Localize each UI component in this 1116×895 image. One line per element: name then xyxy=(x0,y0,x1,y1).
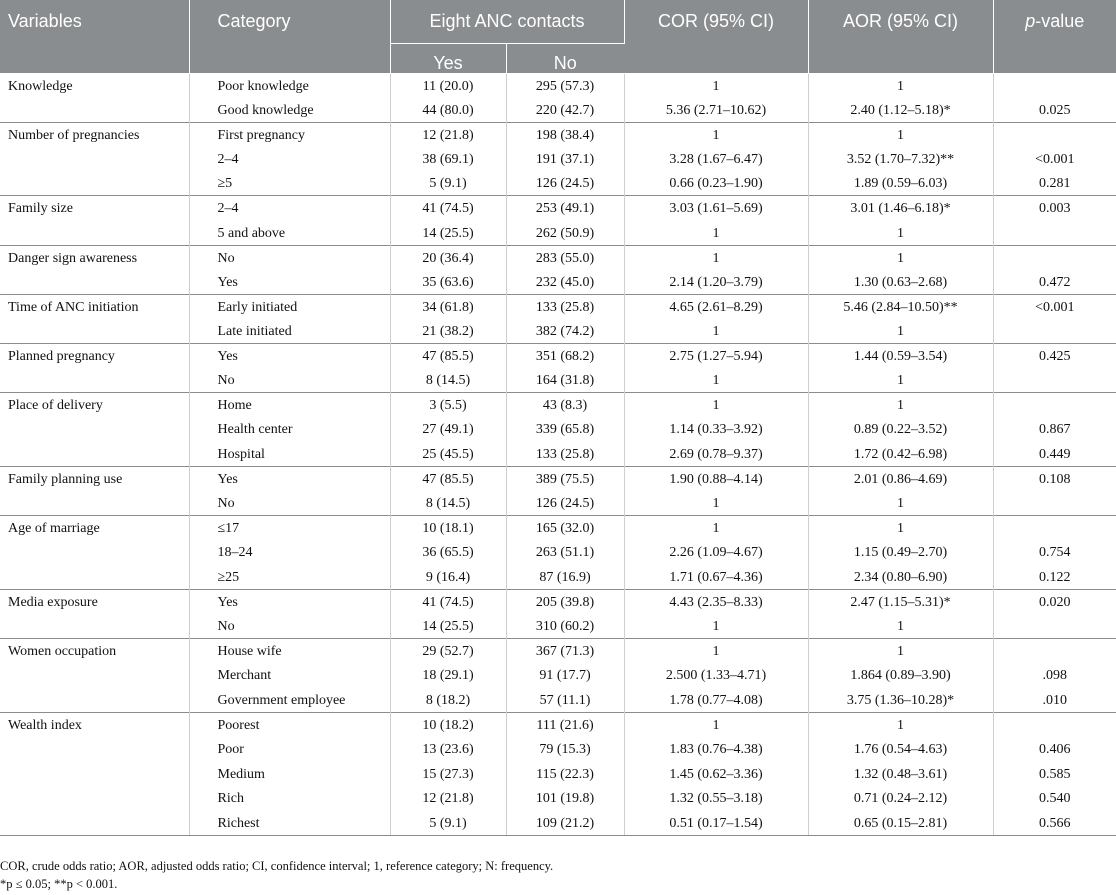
variable-cell: Knowledge xyxy=(0,73,189,98)
variable-cell: Wealth index xyxy=(0,712,189,737)
header-pvalue xyxy=(993,0,1116,73)
yes-count-cell: 20 (36.4) xyxy=(390,245,506,270)
header-variables: Variables xyxy=(0,0,189,73)
cor-cell: 1 xyxy=(624,319,808,344)
no-count-cell: 339 (65.8) xyxy=(506,417,624,442)
cor-cell: 1 xyxy=(624,491,808,516)
table-row xyxy=(0,491,1116,516)
pvalue-cell: <0.001 xyxy=(993,294,1116,319)
table-body xyxy=(0,73,1116,835)
pvalue-cell: 0.566 xyxy=(993,811,1116,836)
cor-cell: 1 xyxy=(624,712,808,737)
category-cell: Home xyxy=(189,393,390,418)
variable-cell xyxy=(0,319,189,344)
yes-count-cell: 13 (23.6) xyxy=(390,737,506,762)
category-cell: ≥5 xyxy=(189,171,390,196)
category-cell: Merchant xyxy=(189,663,390,688)
yes-count-cell: 47 (85.5) xyxy=(390,467,506,492)
aor-cell: 1 xyxy=(808,491,993,516)
no-count-cell: 115 (22.3) xyxy=(506,762,624,787)
table-row xyxy=(0,762,1116,787)
aor-cell: 1.30 (0.63–2.68) xyxy=(808,270,993,295)
cor-cell: 0.51 (0.17–1.54) xyxy=(624,811,808,836)
category-cell: Rich xyxy=(189,786,390,811)
cor-cell: 1.14 (0.33–3.92) xyxy=(624,417,808,442)
yes-count-cell: 47 (85.5) xyxy=(390,344,506,369)
yes-count-cell: 8 (14.5) xyxy=(390,491,506,516)
variable-cell: Women occupation xyxy=(0,639,189,664)
cor-cell: 1 xyxy=(624,516,808,541)
variable-cell: Age of marriage xyxy=(0,516,189,541)
cor-cell: 2.14 (1.20–3.79) xyxy=(624,270,808,295)
cor-cell: 1 xyxy=(624,614,808,639)
aor-cell: 1.44 (0.59–3.54) xyxy=(808,344,993,369)
pvalue-cell: 0.449 xyxy=(1039,446,1071,462)
yes-count-cell: 29 (52.7) xyxy=(390,639,506,664)
variable-cell xyxy=(0,786,189,811)
variable-cell xyxy=(0,811,189,836)
no-count-cell: 367 (71.3) xyxy=(506,639,624,664)
pvalue-cell: 0.540 xyxy=(1039,791,1071,807)
category-cell: Poorest xyxy=(189,712,390,737)
aor-cell: 1.15 (0.49–2.70) xyxy=(808,540,993,565)
yes-count-cell: 8 (18.2) xyxy=(390,688,506,713)
aor-cell: 3.52 (1.70–7.32)** xyxy=(808,147,993,172)
no-count-cell: 133 (25.8) xyxy=(506,442,624,467)
variable-cell: Place of delivery xyxy=(0,393,189,418)
variable-cell xyxy=(0,614,189,639)
header-row xyxy=(0,0,1116,43)
cor-cell: 3.03 (1.61–5.69) xyxy=(624,196,808,221)
pvalue-cell xyxy=(993,712,1116,737)
aor-cell: 1.72 (0.42–6.98) xyxy=(808,442,993,467)
no-count-cell: 262 (50.9) xyxy=(506,221,624,246)
category-cell: 18–24 xyxy=(189,540,390,565)
yes-count-cell: 34 (61.8) xyxy=(390,294,506,319)
cor-cell: 1 xyxy=(624,122,808,147)
variable-cell xyxy=(0,368,189,393)
aor-cell: 1.89 (0.59–6.03) xyxy=(808,171,993,196)
category-cell: 2–4 xyxy=(189,196,390,221)
cor-cell: 1.90 (0.88–4.14) xyxy=(624,467,808,492)
no-count-cell: 263 (51.1) xyxy=(506,540,624,565)
table-row xyxy=(0,811,1116,836)
aor-cell: 1 xyxy=(808,368,993,393)
aor-cell: 1 xyxy=(808,639,993,664)
cor-cell: 0.66 (0.23–1.90) xyxy=(624,171,808,196)
no-count-cell: 87 (16.9) xyxy=(506,565,624,590)
pvalue-cell: <0.001 xyxy=(1035,151,1075,167)
cor-cell: 1.83 (0.76–4.38) xyxy=(624,737,808,762)
cor-cell: 2.500 (1.33–4.71) xyxy=(624,663,808,688)
aor-cell: 2.01 (0.86–4.69) xyxy=(808,467,993,492)
pvalue-cell xyxy=(993,368,1116,393)
category-cell: ≥25 xyxy=(189,565,390,590)
table-row xyxy=(0,737,1116,762)
pvalue-cell xyxy=(993,516,1116,541)
footnote-significance: *p ≤ 0.05; **p < 0.001. xyxy=(0,877,118,891)
table-row xyxy=(0,516,1116,541)
aor-cell: 0.71 (0.24–2.12) xyxy=(808,786,993,811)
aor-cell: 3.01 (1.46–6.18)* xyxy=(808,196,993,221)
yes-count-cell: 14 (25.5) xyxy=(390,221,506,246)
aor-cell: 2.34 (0.80–6.90) xyxy=(808,565,993,590)
table-row xyxy=(0,270,1116,295)
yes-count-cell: 25 (45.5) xyxy=(390,442,506,467)
footnote-abbreviations: COR, crude odds ratio; AOR, adjusted odds ratio; CI, confidence interval; 1, reference category; N: frequency. xyxy=(0,859,554,873)
table-row xyxy=(0,122,1116,147)
yes-count-cell: 21 (38.2) xyxy=(390,319,506,344)
header-no: No xyxy=(506,43,624,73)
table-row xyxy=(0,221,1116,246)
aor-cell: 1 xyxy=(808,614,993,639)
pvalue-cell: 0.425 xyxy=(993,344,1116,369)
cor-cell: 3.28 (1.67–6.47) xyxy=(624,147,808,172)
table-row xyxy=(0,688,1116,713)
variable-cell xyxy=(0,147,189,172)
category-cell: 5 and above xyxy=(189,221,390,246)
variable-cell xyxy=(0,737,189,762)
variable-cell xyxy=(0,221,189,246)
pvalue-cell: 0.003 xyxy=(993,196,1116,221)
table-row xyxy=(0,98,1116,123)
aor-cell: 1 xyxy=(808,712,993,737)
table-row xyxy=(0,639,1116,664)
category-cell: ≤17 xyxy=(189,516,390,541)
header-cor: COR (95% CI) xyxy=(624,0,808,73)
category-cell: No xyxy=(189,491,390,516)
category-cell: House wife xyxy=(189,639,390,664)
variable-cell: Media exposure xyxy=(0,589,189,614)
cor-cell: 1.78 (0.77–4.08) xyxy=(624,688,808,713)
yes-count-cell: 35 (63.6) xyxy=(390,270,506,295)
no-count-cell: 109 (21.2) xyxy=(506,811,624,836)
no-count-cell: 165 (32.0) xyxy=(506,516,624,541)
no-count-cell: 253 (49.1) xyxy=(506,196,624,221)
table-row xyxy=(0,368,1116,393)
variable-cell: Planned pregnancy xyxy=(0,344,189,369)
cor-cell: 1 xyxy=(624,221,808,246)
aor-cell: 0.65 (0.15–2.81) xyxy=(808,811,993,836)
no-count-cell: 126 (24.5) xyxy=(506,491,624,516)
table-row xyxy=(0,319,1116,344)
yes-count-cell: 41 (74.5) xyxy=(390,589,506,614)
no-count-cell: 57 (11.1) xyxy=(506,688,624,713)
category-cell: First pregnancy xyxy=(189,122,390,147)
variable-cell xyxy=(0,688,189,713)
category-cell: Poor xyxy=(189,737,390,762)
pvalue-cell: 0.122 xyxy=(1039,569,1071,585)
pvalue-cell xyxy=(993,639,1116,664)
category-cell: No xyxy=(189,245,390,270)
pvalue-cell xyxy=(993,319,1116,344)
pvalue-cell: .010 xyxy=(1042,692,1068,708)
cor-cell: 1 xyxy=(624,368,808,393)
yes-count-cell: 8 (14.5) xyxy=(390,368,506,393)
pvalue-cell xyxy=(993,73,1116,98)
yes-count-cell: 10 (18.1) xyxy=(390,516,506,541)
variable-cell xyxy=(0,171,189,196)
table-row xyxy=(0,712,1116,737)
aor-cell: 1.76 (0.54–4.63) xyxy=(808,737,993,762)
no-count-cell: 198 (38.4) xyxy=(506,122,624,147)
yes-count-cell: 36 (65.5) xyxy=(390,540,506,565)
cor-cell: 2.26 (1.09–4.67) xyxy=(624,540,808,565)
no-count-cell: 111 (21.6) xyxy=(506,712,624,737)
aor-cell: 1 xyxy=(808,221,993,246)
pvalue-cell xyxy=(993,614,1116,639)
pvalue-cell: 0.020 xyxy=(993,589,1116,614)
pvalue-cell: 0.472 xyxy=(1039,274,1071,290)
aor-cell: 1 xyxy=(808,73,993,98)
table-row xyxy=(0,442,1116,467)
header-aor: AOR (95% CI) xyxy=(808,0,993,73)
yes-count-cell: 18 (29.1) xyxy=(390,663,506,688)
no-count-cell: 191 (37.1) xyxy=(506,147,624,172)
category-cell: Good knowledge xyxy=(189,98,390,123)
variable-cell: Family planning use xyxy=(0,467,189,492)
yes-count-cell: 14 (25.5) xyxy=(390,614,506,639)
variable-cell: Family size xyxy=(0,196,189,221)
no-count-cell: 310 (60.2) xyxy=(506,614,624,639)
pvalue-cell xyxy=(993,491,1116,516)
table-row xyxy=(0,417,1116,442)
variable-cell xyxy=(0,417,189,442)
header-category: Category xyxy=(189,0,390,73)
yes-count-cell: 9 (16.4) xyxy=(390,565,506,590)
cor-cell: 4.65 (2.61–8.29) xyxy=(624,294,808,319)
table-row xyxy=(0,147,1116,172)
no-count-cell: 205 (39.8) xyxy=(506,589,624,614)
table-row xyxy=(0,786,1116,811)
table-row xyxy=(0,294,1116,319)
cor-cell: 1.45 (0.62–3.36) xyxy=(624,762,808,787)
table-row xyxy=(0,171,1116,196)
table-row xyxy=(0,73,1116,98)
yes-count-cell: 11 (20.0) xyxy=(390,73,506,98)
category-cell: Poor knowledge xyxy=(189,73,390,98)
category-cell: Late initiated xyxy=(189,319,390,344)
variable-cell xyxy=(0,442,189,467)
cor-cell: 2.69 (0.78–9.37) xyxy=(624,442,808,467)
category-cell: Yes xyxy=(189,270,390,295)
yes-count-cell: 41 (74.5) xyxy=(390,196,506,221)
cor-cell: 1.71 (0.67–4.36) xyxy=(624,565,808,590)
table-row xyxy=(0,589,1116,614)
header-yes: Yes xyxy=(390,43,506,73)
category-cell: Medium xyxy=(189,762,390,787)
aor-cell: 2.40 (1.12–5.18)* xyxy=(808,98,993,123)
cor-cell: 4.43 (2.35–8.33) xyxy=(624,589,808,614)
aor-cell: 1 xyxy=(808,516,993,541)
header-eight-anc: Eight ANC contacts xyxy=(390,0,624,43)
category-cell: 2–4 xyxy=(189,147,390,172)
variable-cell xyxy=(0,270,189,295)
table-row xyxy=(0,196,1116,221)
no-count-cell: 133 (25.8) xyxy=(506,294,624,319)
variable-cell xyxy=(0,565,189,590)
table-row xyxy=(0,344,1116,369)
cor-cell: 1 xyxy=(624,639,808,664)
aor-cell: 1 xyxy=(808,245,993,270)
yes-count-cell: 12 (21.8) xyxy=(390,122,506,147)
aor-cell: 5.46 (2.84–10.50)** xyxy=(808,294,993,319)
table-row xyxy=(0,614,1116,639)
table-row xyxy=(0,565,1116,590)
category-cell: Richest xyxy=(189,811,390,836)
cor-cell: 1.32 (0.55–3.18) xyxy=(624,786,808,811)
aor-cell: 0.89 (0.22–3.52) xyxy=(808,417,993,442)
variable-cell xyxy=(0,762,189,787)
table-row xyxy=(0,540,1116,565)
table-row xyxy=(0,663,1116,688)
table-row xyxy=(0,245,1116,270)
aor-cell: 3.75 (1.36–10.28)* xyxy=(808,688,993,713)
cor-cell: 1 xyxy=(624,73,808,98)
yes-count-cell: 5 (9.1) xyxy=(390,171,506,196)
yes-count-cell: 38 (69.1) xyxy=(390,147,506,172)
category-cell: Yes xyxy=(189,344,390,369)
no-count-cell: 232 (45.0) xyxy=(506,270,624,295)
category-cell: No xyxy=(189,368,390,393)
table-row xyxy=(0,467,1116,492)
pvalue-cell xyxy=(993,245,1116,270)
pvalue-cell xyxy=(993,221,1116,246)
cor-cell: 5.36 (2.71–10.62) xyxy=(624,98,808,123)
cor-cell: 1 xyxy=(624,245,808,270)
no-count-cell: 164 (31.8) xyxy=(506,368,624,393)
variable-cell: Number of pregnancies xyxy=(0,122,189,147)
pvalue-cell: 0.585 xyxy=(1039,766,1071,782)
no-count-cell: 389 (75.5) xyxy=(506,467,624,492)
category-cell: Yes xyxy=(189,467,390,492)
pvalue-cell: 0.867 xyxy=(1039,422,1071,438)
yes-count-cell: 15 (27.3) xyxy=(390,762,506,787)
aor-cell: 2.47 (1.15–5.31)* xyxy=(808,589,993,614)
variable-cell xyxy=(0,663,189,688)
cor-cell: 1 xyxy=(624,393,808,418)
no-count-cell: 351 (68.2) xyxy=(506,344,624,369)
variable-cell: Time of ANC initiation xyxy=(0,294,189,319)
pvalue-cell: 0.108 xyxy=(993,467,1116,492)
no-count-cell: 382 (74.2) xyxy=(506,319,624,344)
yes-count-cell: 27 (49.1) xyxy=(390,417,506,442)
yes-count-cell: 3 (5.5) xyxy=(390,393,506,418)
aor-cell: 1.32 (0.48–3.61) xyxy=(808,762,993,787)
yes-count-cell: 5 (9.1) xyxy=(390,811,506,836)
no-count-cell: 283 (55.0) xyxy=(506,245,624,270)
no-count-cell: 295 (57.3) xyxy=(506,73,624,98)
yes-count-cell: 12 (21.8) xyxy=(390,786,506,811)
variable-cell: Danger sign awareness xyxy=(0,245,189,270)
no-count-cell: 101 (19.8) xyxy=(506,786,624,811)
header-pvalue-p: p xyxy=(1025,11,1036,31)
no-count-cell: 91 (17.7) xyxy=(506,663,624,688)
category-cell: Health center xyxy=(189,417,390,442)
no-count-cell: 79 (15.3) xyxy=(506,737,624,762)
pvalue-cell: 0.406 xyxy=(1039,742,1071,758)
category-cell: No xyxy=(189,614,390,639)
pvalue-cell xyxy=(993,393,1116,418)
pvalue-cell: .098 xyxy=(1042,668,1068,684)
no-count-cell: 126 (24.5) xyxy=(506,171,624,196)
yes-count-cell: 44 (80.0) xyxy=(390,98,506,123)
pvalue-cell: 0.754 xyxy=(1039,545,1071,561)
table-row xyxy=(0,393,1116,418)
aor-cell: 1 xyxy=(808,319,993,344)
pvalue-cell: 0.025 xyxy=(1039,102,1071,118)
category-cell: Yes xyxy=(189,589,390,614)
variable-cell xyxy=(0,491,189,516)
variable-cell xyxy=(0,98,189,123)
no-count-cell: 220 (42.7) xyxy=(506,98,624,123)
yes-count-cell: 10 (18.2) xyxy=(390,712,506,737)
pvalue-cell: 0.281 xyxy=(1039,176,1071,192)
category-cell: Hospital xyxy=(189,442,390,467)
aor-cell: 1.864 (0.89–3.90) xyxy=(808,663,993,688)
no-count-cell: 43 (8.3) xyxy=(506,393,624,418)
pvalue-cell xyxy=(993,122,1116,147)
category-cell: Early initiated xyxy=(189,294,390,319)
category-cell: Government employee xyxy=(189,688,390,713)
header-pvalue-suffix: -value xyxy=(1035,11,1085,31)
variable-cell xyxy=(0,540,189,565)
cor-cell: 2.75 (1.27–5.94) xyxy=(624,344,808,369)
aor-cell: 1 xyxy=(808,393,993,418)
aor-cell: 1 xyxy=(808,122,993,147)
